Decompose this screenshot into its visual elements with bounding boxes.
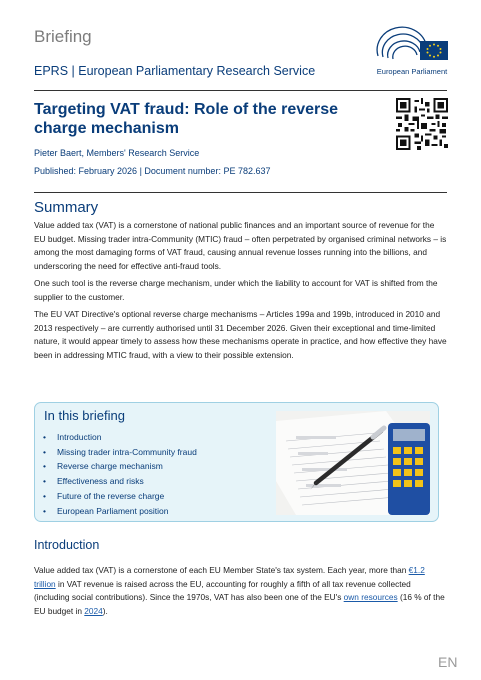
doc-type-label: Briefing — [34, 27, 92, 46]
summary-paragraph: One such tool is the reverse charge mechanism, under which the liability to account for VAT is shifted from the supplier to the customer. — [34, 278, 438, 302]
qr-code — [396, 98, 448, 150]
toc-item[interactable]: • Reverse charge mechanism — [43, 459, 197, 474]
bullet-icon: • — [43, 432, 46, 442]
summary-heading: Summary — [34, 199, 99, 216]
introduction-paragraph: Value added tax (VAT) is a cornerstone of each EU Member State's tax system. Each year, more than €1.2 trillion in VAT revenue is raised across the EU, accounting for roughly a fifth of all tax revenue collected (including social contributions). Since the 1970s, VAT has also been one of the EU's own resources (16 % of the EU budget in 2024). — [34, 565, 445, 616]
link-budget-2024[interactable]: 2024 — [84, 605, 103, 616]
introduction-heading: Introduction — [34, 538, 100, 552]
toc-item[interactable]: • Future of the reverse charge — [43, 489, 197, 504]
publication-info: Published: February 2026 | Document number: PE 782.637 — [34, 166, 271, 176]
author-line: Pieter Baert, Members' Research Service — [34, 148, 200, 158]
toc-item[interactable]: • Missing trader intra-Community fraud — [43, 445, 197, 460]
bullet-icon: • — [43, 476, 46, 487]
toc-list — [43, 430, 197, 518]
summary-paragraph: Value added tax (VAT) is a cornerstone of national public finances and an important source of revenue for the EU budget. Missing trader intra-Community (MTIC) fraud – often perpetrated by organised criminal networks – is among the most damaging forms of VAT fraud, causing annual revenue losses running into the billions, and underscoring the need for effective anti-fraud tools. — [34, 220, 447, 271]
document-title: Targeting VAT fraud: Role of the reverse charge mechanism — [34, 101, 339, 137]
bullet-icon: • — [43, 446, 46, 457]
toc-item[interactable]: • Introduction — [43, 430, 197, 445]
link-own-resources[interactable]: own resources — [343, 592, 398, 602]
summary-divider — [34, 192, 447, 193]
tax-documents-photo — [276, 411, 430, 515]
header-divider — [34, 90, 447, 91]
summary-paragraph: The EU VAT Directive's optional reverse charge mechanisms – Articles 199a and 199b, introduced in 2010 and 2013 respectively – are currently authorised until 31 December 2026. Given their exceptional and time-limited nature, it would appear timely to assess how these mechanisms operate in practice, and how effective they have been in addressing MTIC fraud, with a view to their possible extension. — [34, 309, 447, 360]
toc-item[interactable]: • European Parliament position — [43, 504, 197, 519]
service-line: EPRS | European Parliamentary Research Service — [34, 64, 316, 78]
in-this-briefing-box — [34, 402, 439, 522]
toc-item[interactable]: • Effectiveness and risks — [43, 474, 197, 489]
logo-caption: European Parliament — [376, 67, 448, 76]
in-this-briefing-heading: In this briefing — [44, 408, 125, 423]
language-code: EN — [438, 654, 458, 670]
bullet-icon: • — [43, 461, 46, 472]
link-vat-revenue[interactable]: €1.2 trillion — [34, 565, 425, 589]
bullet-icon: • — [43, 505, 46, 516]
bullet-icon: • — [43, 490, 46, 501]
